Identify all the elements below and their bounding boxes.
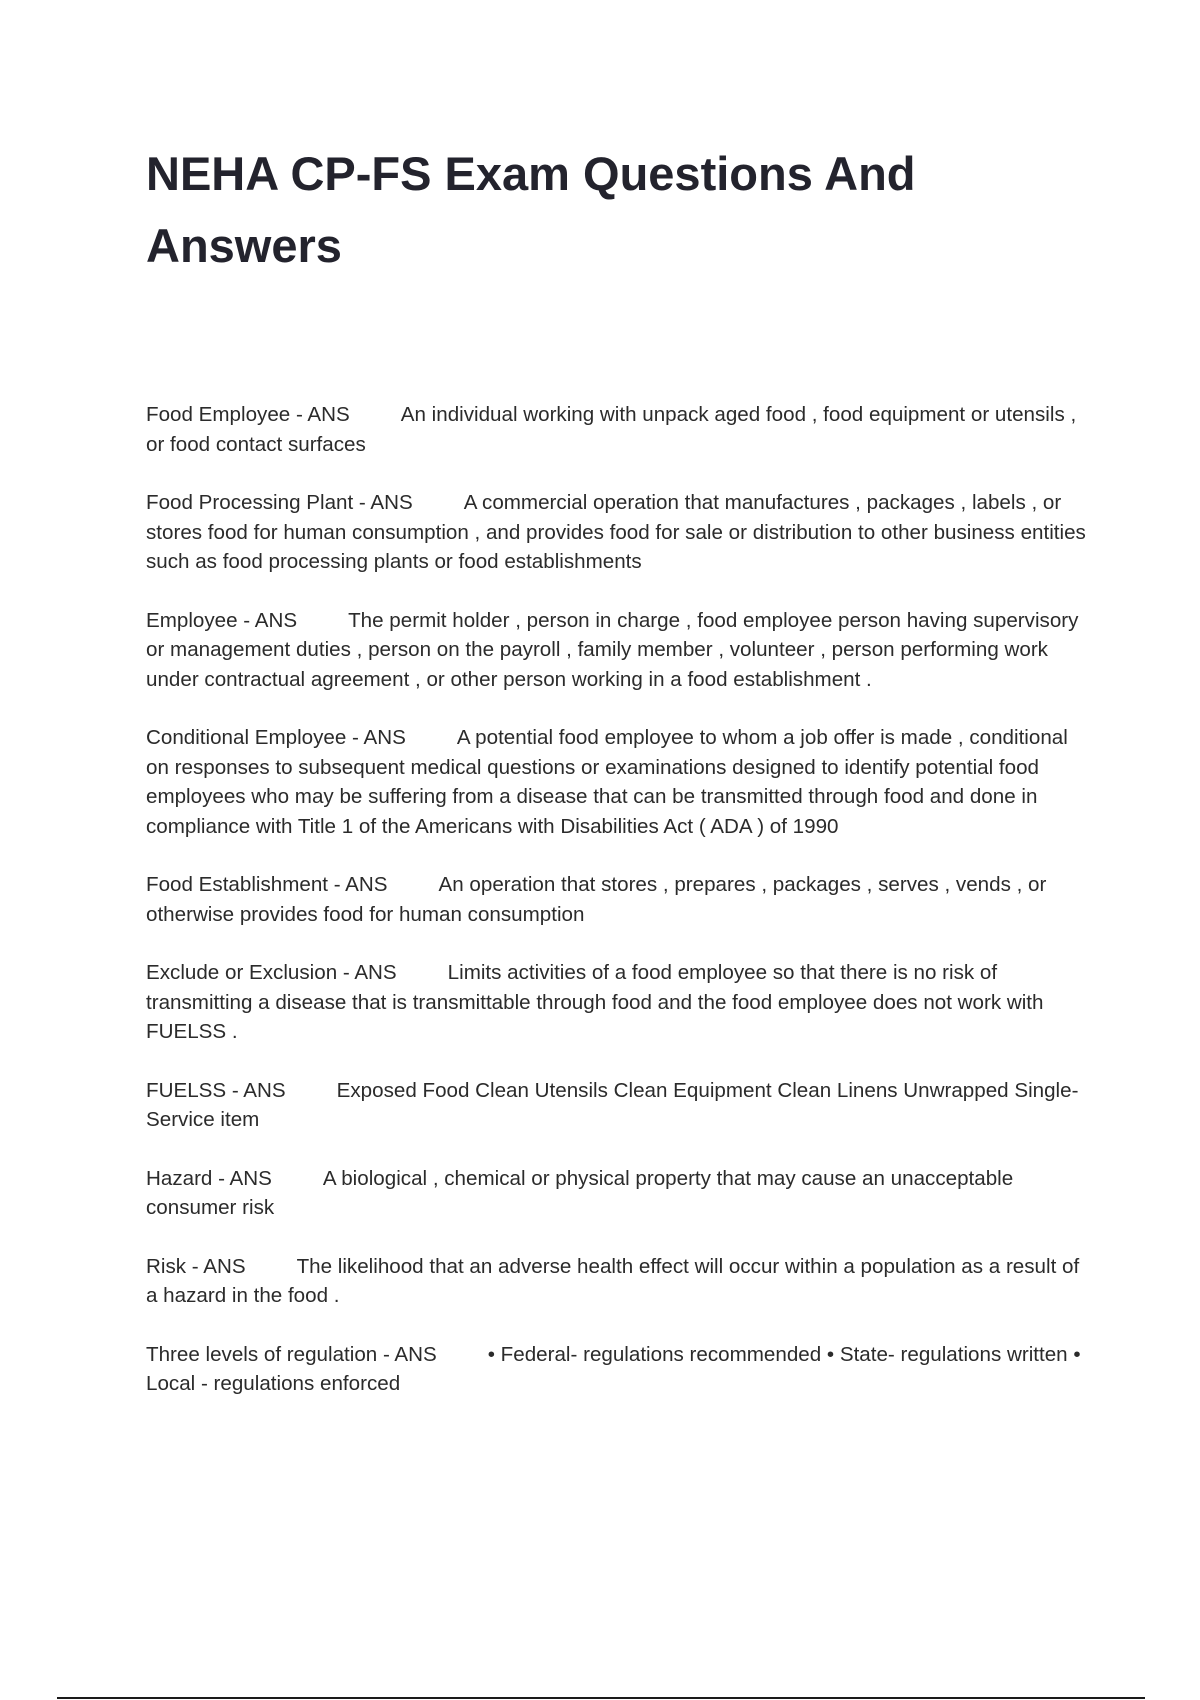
qa-term: Hazard - ANS xyxy=(146,1166,272,1190)
page-title: NEHA CP-FS Exam Questions And Answers xyxy=(146,147,916,272)
qa-entry xyxy=(146,488,1086,577)
qa-term: Exclude or Exclusion - ANS xyxy=(146,961,397,984)
qa-term: FUELSS - ANS xyxy=(146,1078,286,1102)
qa-definition: Limits activities of a food employee so that there is no risk of transmitting a disease that is transmittable through food and the food employee does not work with FUELSS . xyxy=(146,961,1044,1043)
qa-entry xyxy=(146,723,1086,841)
qa-list xyxy=(146,400,1086,1428)
qa-entry xyxy=(146,1164,1086,1223)
qa-entry xyxy=(146,1340,1086,1399)
qa-entry xyxy=(146,958,1086,1047)
qa-term: Food Processing Plant - ANS xyxy=(146,491,413,514)
qa-definition: A commercial operation that manufactures , packages , labels , or stores food for human consumption , and provides food for sale or distribution to other business entities such as food processing plants or food establishments xyxy=(146,491,1086,573)
qa-term: Employee - ANS xyxy=(146,608,298,632)
qa-definition: An individual working with unpack aged food , food equipment or utensils , or food contact surfaces xyxy=(146,403,1077,456)
qa-definition: A potential food employee to whom a job offer is made , conditional on responses to subsequent medical questions or examinations designed to identify potential food employees who may be suffering from a disease that can be transmitted through food and done in compliance with Title 1 of the Americans with Disabilities Act ( ADA ) of 1990 xyxy=(146,726,1068,838)
qa-entry xyxy=(146,870,1086,929)
qa-entry xyxy=(146,1252,1086,1311)
qa-entry xyxy=(146,400,1086,459)
qa-definition: An operation that stores , prepares , packages , serves , vends , or otherwise provides food for human consumption xyxy=(146,873,1047,926)
qa-term: Food Establishment - ANS xyxy=(146,873,388,896)
qa-term: Food Employee - ANS xyxy=(146,403,350,426)
qa-entry xyxy=(146,606,1086,695)
qa-definition: The permit holder , person in charge , food employee person having supervisory or management duties , person on the payroll , family member , volunteer , person performing work under contractual agreement , or other person working in a food establishment . xyxy=(146,608,1079,691)
qa-term: Risk - ANS xyxy=(146,1254,246,1278)
page-footer-divider xyxy=(57,1697,1145,1699)
qa-definition: • Federal- regulations recommended • State- regulations written • Local - regulations enforced xyxy=(146,1342,1081,1395)
qa-term: Three levels of regulation - ANS xyxy=(146,1342,437,1366)
qa-definition: The likelihood that an adverse health effect will occur within a population as a result of a hazard in the food . xyxy=(146,1254,1080,1307)
qa-term: Conditional Employee - ANS xyxy=(146,726,406,749)
qa-definition: Exposed Food Clean Utensils Clean Equipment Clean Linens Unwrapped Single- Service item xyxy=(146,1078,1079,1131)
qa-entry xyxy=(146,1076,1086,1135)
qa-definition: A biological , chemical or physical property that may cause an unacceptable consumer risk xyxy=(146,1166,1014,1219)
